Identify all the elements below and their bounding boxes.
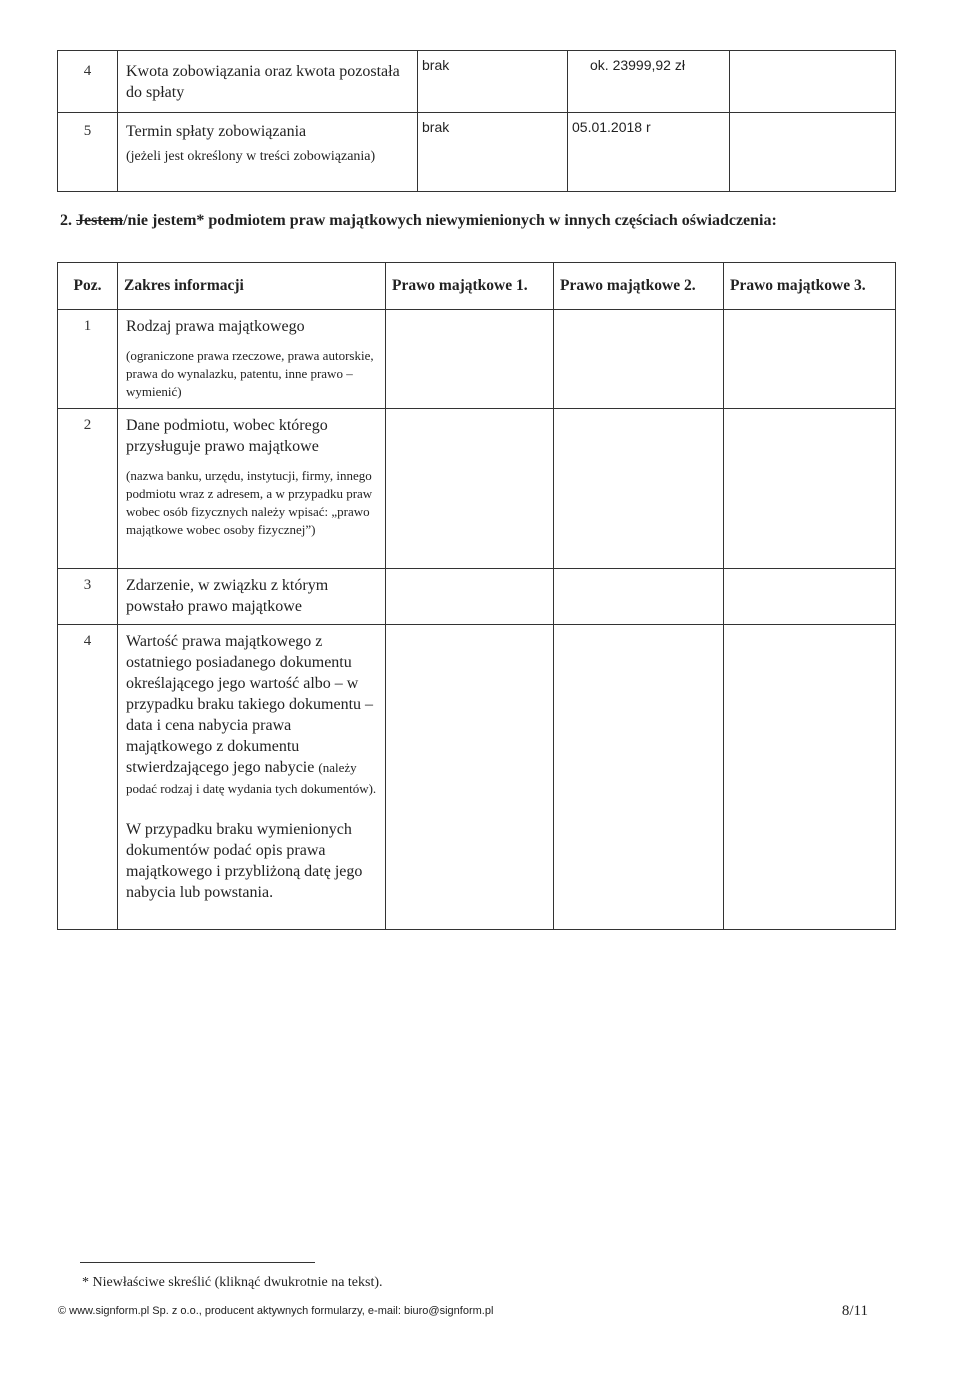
cell-prawo-2[interactable] bbox=[554, 625, 724, 930]
table-row bbox=[58, 310, 896, 409]
footnote-divider bbox=[80, 1262, 315, 1263]
cell-prawo-2[interactable] bbox=[554, 409, 724, 569]
cell-prawo-3[interactable] bbox=[724, 569, 896, 625]
row-label-main: Wartość prawa majątkowego z ostatniego posiadanego dokumentu określającego jego wartość albo – w przypadku braku takiego dokumentu – data i cena nabycia prawa majątkowego z dokumentu stwierdzającego jego nabycie bbox=[126, 633, 374, 776]
header-prawo-2: Prawo majątkowe 2. bbox=[554, 263, 724, 310]
row-label-text bbox=[126, 631, 377, 799]
header-prawo-3: Prawo majątkowe 3. bbox=[724, 263, 896, 310]
table-row bbox=[58, 113, 896, 192]
row-label bbox=[118, 51, 418, 113]
footer-text: © www.signform.pl Sp. z o.o., producent aktywnych formularzy, e-mail: biuro@signform.pl bbox=[58, 1305, 494, 1317]
table-row bbox=[58, 625, 896, 930]
row-label-note: (ograniczone prawa rzeczowe, prawa autorskie, prawa do wynalazku, patentu, inne prawo – wymienić) bbox=[126, 348, 374, 399]
row-label-note: (nazwa banku, urzędu, instytucji, firmy, innego podmiotu wraz z adresem, a w przypadku praw wobec osób fizycznych należy wpisać: „prawo majątkowe wobec osoby fizycznej”) bbox=[126, 468, 373, 537]
cell-value[interactable]: ok. 23999,92 zł bbox=[568, 51, 730, 113]
cell-prawo-3[interactable] bbox=[724, 409, 896, 569]
cell-value[interactable] bbox=[730, 113, 896, 192]
row-number: 1 bbox=[58, 310, 118, 409]
row-label-text: Zdarzenie, w związku z którym powstało prawo majątkowe bbox=[126, 577, 329, 615]
cell-value[interactable]: brak bbox=[418, 113, 568, 192]
cell-prawo-3[interactable] bbox=[724, 625, 896, 930]
cell-value[interactable]: 05.01.2018 r bbox=[568, 113, 730, 192]
row-label-note: (należy podać rodzaj i datę wydania tych dokumentów). bbox=[126, 760, 377, 796]
table-row bbox=[58, 409, 896, 569]
liabilities-table bbox=[57, 50, 896, 192]
row-number: 5 bbox=[58, 113, 118, 192]
row-number: 3 bbox=[58, 569, 118, 625]
row-label bbox=[118, 569, 386, 625]
property-rights-table bbox=[57, 262, 896, 930]
row-label-text: Kwota zobowiązania oraz kwota pozostała do spłaty bbox=[126, 63, 400, 101]
cell-prawo-1[interactable] bbox=[386, 625, 554, 930]
row-label bbox=[118, 625, 386, 930]
cell-prawo-3[interactable] bbox=[724, 310, 896, 409]
row-number: 2 bbox=[58, 409, 118, 569]
row-number: 4 bbox=[58, 625, 118, 930]
row-label-text: Dane podmiotu, wobec którego przysługuje prawo majątkowe bbox=[126, 417, 328, 455]
row-number: 4 bbox=[58, 51, 118, 113]
row-label bbox=[118, 113, 418, 192]
cell-prawo-1[interactable] bbox=[386, 569, 554, 625]
page-number: 8/11 bbox=[841, 1303, 868, 1319]
section-heading-text: /nie jestem* podmiotem praw majątkowych niewymienionych w innych częściach oświadczenia: bbox=[123, 212, 777, 229]
row-label-text: Rodzaj prawa majątkowego bbox=[126, 318, 305, 335]
cell-value[interactable]: brak bbox=[418, 51, 568, 113]
cell-prawo-2[interactable] bbox=[554, 310, 724, 409]
struck-option[interactable]: Jestem bbox=[76, 212, 124, 229]
row-label-text: Termin spłaty zobowiązania bbox=[126, 123, 307, 140]
header-prawo-1: Prawo majątkowe 1. bbox=[386, 263, 554, 310]
section-number: 2. bbox=[60, 212, 72, 229]
cell-prawo-1[interactable] bbox=[386, 310, 554, 409]
cell-prawo-1[interactable] bbox=[386, 409, 554, 569]
row-label bbox=[118, 409, 386, 569]
header-poz: Poz. bbox=[58, 263, 118, 310]
section-heading bbox=[60, 212, 777, 230]
row-label-note: (jeżeli jest określony w treści zobowiązania) bbox=[126, 149, 376, 164]
cell-prawo-2[interactable] bbox=[554, 569, 724, 625]
cell-value[interactable] bbox=[730, 51, 896, 113]
footnote: * Niewłaściwe skreślić (kliknąć dwukrotnie na tekst). bbox=[82, 1275, 383, 1290]
row-label-alt: W przypadku braku wymienionych dokumentów podać opis prawa majątkowego i przybliżoną datę jego nabycia lub powstania. bbox=[126, 821, 363, 901]
table-header-row bbox=[58, 263, 896, 310]
header-zakres: Zakres informacji bbox=[118, 263, 386, 310]
row-label bbox=[118, 310, 386, 409]
table-row bbox=[58, 569, 896, 625]
table-row bbox=[58, 51, 896, 113]
